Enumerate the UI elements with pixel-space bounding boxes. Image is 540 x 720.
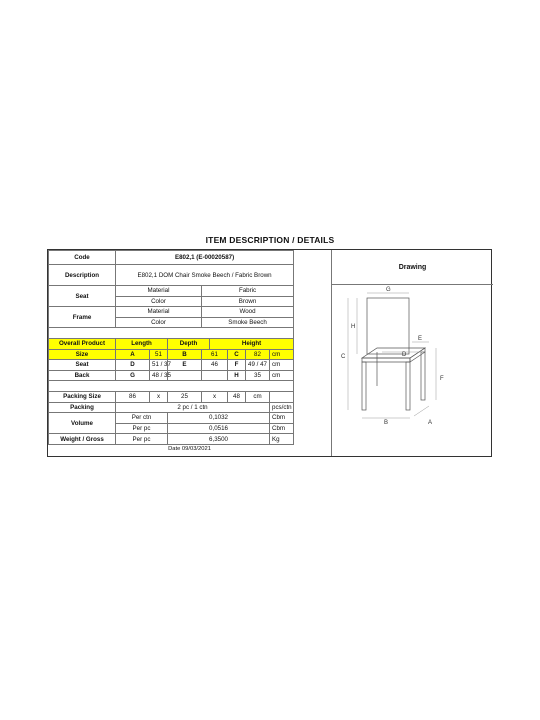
description-value: E802,1 DOM Chair Smoke Beech / Fabric Brown xyxy=(116,265,294,286)
dim-back-unit: cm xyxy=(270,370,294,381)
drawing-panel xyxy=(331,250,493,456)
drawing-label-d: D xyxy=(402,352,407,358)
dimensions-header-row xyxy=(49,338,332,349)
packing-x-2: x xyxy=(202,391,228,402)
volume-ctn-row xyxy=(49,413,332,424)
packing-unit: pcs/ctn xyxy=(270,402,294,413)
chair-seat-shape xyxy=(362,348,425,358)
chair-leg-front-right xyxy=(406,362,410,410)
height-header: Height xyxy=(210,338,294,349)
back-dims-label: Back xyxy=(49,370,116,381)
volume-label: Volume xyxy=(49,413,116,434)
dim-h-value: 35 xyxy=(246,370,270,381)
chair-drawing xyxy=(332,286,493,441)
chair-leg-back-right xyxy=(421,352,425,400)
dim-a-key: A xyxy=(116,349,150,360)
dim-e-value: 46 xyxy=(202,360,228,371)
dim-b-key: B xyxy=(168,349,202,360)
dim-f-value: 49 / 47 xyxy=(246,360,270,371)
dim-h-key: H xyxy=(228,370,246,381)
drawing-label-e: E xyxy=(418,336,423,342)
page-title: ITEM DESCRIPTION / DETAILS xyxy=(205,235,335,245)
seat-label: Seat xyxy=(49,286,116,307)
weight-per-pc-label: Per pc xyxy=(116,434,168,445)
drawing-label-c: C xyxy=(341,354,346,360)
packing-length: 86 xyxy=(116,391,150,402)
drawing-label-h: H xyxy=(351,324,356,330)
frame-material-label: Material xyxy=(116,307,202,318)
drawing-label-b: B xyxy=(384,420,389,426)
dim-g-value: 48 / 35 xyxy=(150,370,168,381)
dim-b-value: 61 xyxy=(202,349,228,360)
volume-per-ctn-unit: Cbm xyxy=(270,413,294,424)
volume-per-ctn-label: Per ctn xyxy=(116,413,168,424)
date-stamp: Date 09/03/2021 xyxy=(168,446,211,452)
dim-d-key: D xyxy=(116,360,150,371)
packing-size-unit: cm xyxy=(246,391,270,402)
packing-size-row xyxy=(49,391,332,402)
overall-size-row xyxy=(49,349,332,360)
frame-color-value: Smoke Beech xyxy=(202,317,294,328)
length-header: Length xyxy=(116,338,168,349)
overall-size-label-2: Size xyxy=(49,349,116,360)
dim-d-value: 51 / 37 xyxy=(150,360,168,371)
dim-seat-unit: cm xyxy=(270,360,294,371)
packing-height: 48 xyxy=(228,391,246,402)
depth-header: Depth xyxy=(168,338,210,349)
chair-back-shape xyxy=(367,298,409,354)
dim-c-value: 82 xyxy=(246,349,270,360)
weight-value: 6,3500 xyxy=(168,434,270,445)
description-row xyxy=(49,265,332,286)
seat-dims-row xyxy=(49,360,332,371)
volume-per-pc-value: 0,0516 xyxy=(168,423,270,434)
packing-label: Packing xyxy=(49,402,116,413)
packing-x-1: x xyxy=(150,391,168,402)
code-value: E802,1 (E-00020587) xyxy=(116,251,294,265)
frame-color-label: Color xyxy=(116,317,202,328)
seat-material-label: Material xyxy=(116,286,202,297)
dim-overall-unit: cm xyxy=(270,349,294,360)
seat-color-value: Brown xyxy=(202,296,294,307)
seat-color-label: Color xyxy=(116,296,202,307)
weight-unit: Kg xyxy=(270,434,294,445)
packing-row xyxy=(49,402,332,413)
dim-g-key: G xyxy=(116,370,150,381)
drawing-label-g: G xyxy=(386,287,391,293)
seat-material-row xyxy=(49,286,332,297)
dim-a-value: 51 xyxy=(150,349,168,360)
weight-label: Weight / Gross xyxy=(49,434,116,445)
item-sheet xyxy=(47,249,492,457)
drawing-title: Drawing xyxy=(398,264,427,271)
frame-label: Frame xyxy=(49,307,116,328)
back-dims-row xyxy=(49,370,332,381)
dim-f-key: F xyxy=(228,360,246,371)
frame-material-row xyxy=(49,307,332,318)
volume-per-pc-label: Per pc xyxy=(116,423,168,434)
packing-width: 25 xyxy=(168,391,202,402)
spec-table xyxy=(48,250,332,445)
overall-size-label-1: Overall Product xyxy=(49,338,116,349)
packing-value: 2 pc / 1 ctn xyxy=(116,402,270,413)
frame-material-value: Wood xyxy=(202,307,294,318)
volume-per-pc-unit: Cbm xyxy=(270,423,294,434)
description-label: Description xyxy=(49,265,116,286)
seat-material-value: Fabric xyxy=(202,286,294,297)
drawing-label-f: F xyxy=(440,376,444,382)
packing-size-label: Packing Size xyxy=(49,391,116,402)
dim-c-key: C xyxy=(228,349,246,360)
code-label: Code xyxy=(49,251,116,265)
drawing-label-a: A xyxy=(428,420,433,426)
seat-dims-label: Seat xyxy=(49,360,116,371)
weight-row xyxy=(49,434,332,445)
chair-leg-front-left xyxy=(362,362,366,410)
volume-per-ctn-value: 0,1032 xyxy=(168,413,270,424)
code-row xyxy=(49,251,332,265)
dim-e-key: E xyxy=(168,360,202,371)
